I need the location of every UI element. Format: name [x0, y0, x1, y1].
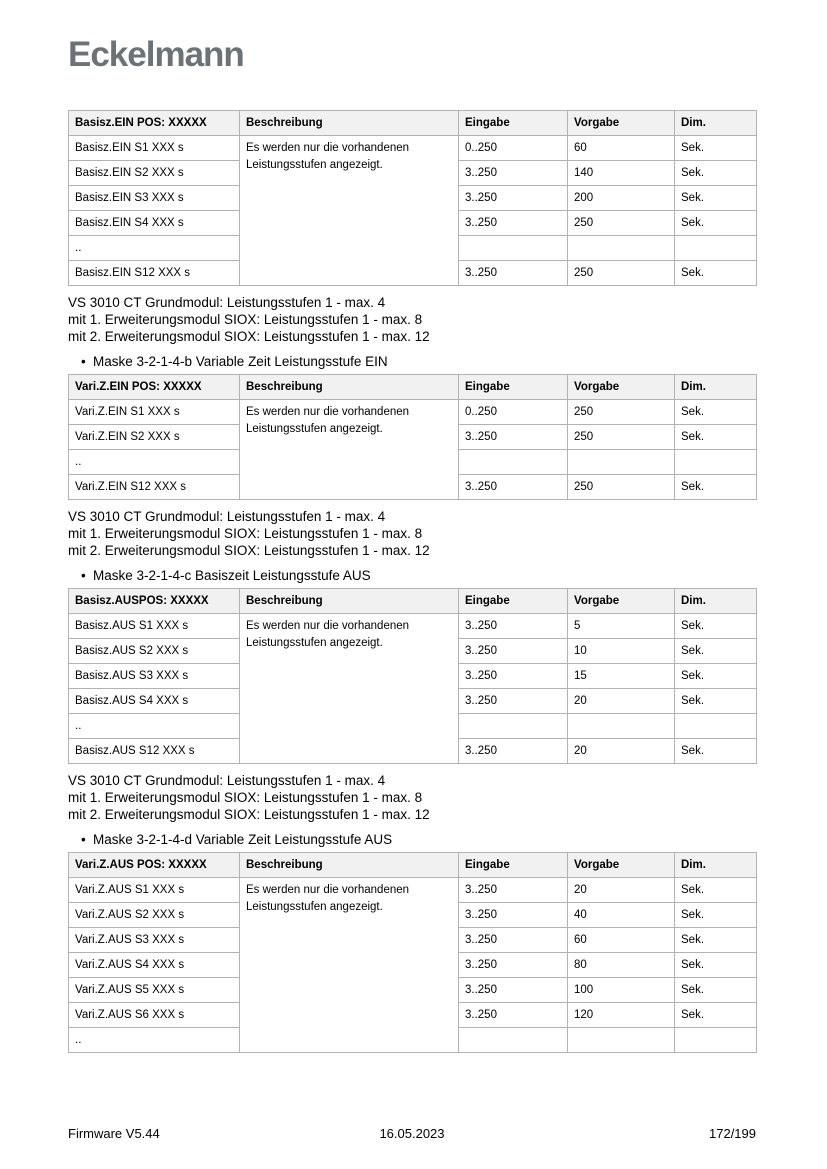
- mask-bullet: • Maske 3-2-1-4-d Variable Zeit Leistungsstufe AUS: [68, 831, 756, 848]
- dim-cell: Sek.: [675, 878, 757, 903]
- header-cell-dim: Dim.: [675, 853, 757, 878]
- parameter-table-variz-ein: [68, 374, 757, 500]
- note-line: VS 3010 CT Grundmodul: Leistungsstufen 1 - max. 4: [68, 773, 386, 788]
- vorgabe-cell: 250: [568, 400, 675, 425]
- table-header-row: [69, 589, 757, 614]
- note-line: VS 3010 CT Grundmodul: Leistungsstufen 1 - max. 4: [68, 295, 386, 310]
- param-cell: Basisz.EIN S1 XXX s: [69, 136, 240, 161]
- eingabe-cell: 3..250: [459, 903, 568, 928]
- dim-cell: Sek.: [675, 211, 757, 236]
- note-line: mit 1. Erweiterungsmodul SIOX: Leistungsstufen 1 - max. 8: [68, 312, 423, 327]
- header-cell-param: Vari.Z.AUS POS: XXXXX: [69, 853, 240, 878]
- table-row: [69, 614, 757, 639]
- eingabe-cell: 0..250: [459, 136, 568, 161]
- parameter-table-basisz-aus: [68, 588, 757, 764]
- eingabe-cell: 3..250: [459, 475, 568, 500]
- eingabe-cell: 3..250: [459, 186, 568, 211]
- dim-cell: Sek.: [675, 475, 757, 500]
- header-cell-dim: Dim.: [675, 375, 757, 400]
- footer-page-number: 172/199: [709, 1126, 756, 1141]
- table-header-row: [69, 375, 757, 400]
- dim-cell: [675, 450, 757, 475]
- header-cell-vorgabe: Vorgabe: [568, 111, 675, 136]
- vorgabe-cell: 200: [568, 186, 675, 211]
- dim-cell: Sek.: [675, 186, 757, 211]
- vorgabe-cell: 80: [568, 953, 675, 978]
- dim-cell: [675, 236, 757, 261]
- header-cell-param: Basisz.AUSPOS: XXXXX: [69, 589, 240, 614]
- dim-cell: [675, 714, 757, 739]
- header-cell-eingabe: Eingabe: [459, 375, 568, 400]
- param-cell: Vari.Z.EIN S12 XXX s: [69, 475, 240, 500]
- footer-firmware-version: Firmware V5.44: [68, 1126, 160, 1141]
- vorgabe-cell: 140: [568, 161, 675, 186]
- eingabe-cell: 3..250: [459, 689, 568, 714]
- param-cell: Basisz.AUS S4 XXX s: [69, 689, 240, 714]
- header-cell-eingabe: Eingabe: [459, 853, 568, 878]
- eingabe-cell: 3..250: [459, 211, 568, 236]
- dim-cell: Sek.: [675, 614, 757, 639]
- header-cell-vorgabe: Vorgabe: [568, 589, 675, 614]
- note-line: mit 1. Erweiterungsmodul SIOX: Leistungsstufen 1 - max. 8: [68, 526, 423, 541]
- vorgabe-cell: 120: [568, 1003, 675, 1028]
- mask-bullet: • Maske 3-2-1-4-c Basiszeit Leistungsstufe AUS: [68, 567, 756, 584]
- dim-cell: Sek.: [675, 1003, 757, 1028]
- module-notes: [68, 772, 756, 823]
- vorgabe-cell: [568, 450, 675, 475]
- vorgabe-cell: 10: [568, 639, 675, 664]
- parameter-table-basisz-ein: [68, 110, 757, 286]
- vorgabe-cell: 250: [568, 475, 675, 500]
- vorgabe-cell: [568, 714, 675, 739]
- footer-date: 16.05.2023: [379, 1126, 445, 1141]
- header-cell-dim: Dim.: [675, 111, 757, 136]
- eingabe-cell: 3..250: [459, 614, 568, 639]
- parameter-table-variz-aus: [68, 852, 757, 1053]
- eingabe-cell: [459, 1028, 568, 1053]
- param-cell: ..: [69, 1028, 240, 1053]
- param-cell: Basisz.AUS S12 XXX s: [69, 739, 240, 764]
- param-cell: Basisz.EIN S4 XXX s: [69, 211, 240, 236]
- eingabe-cell: 3..250: [459, 664, 568, 689]
- table-header-row: [69, 853, 757, 878]
- dim-cell: Sek.: [675, 425, 757, 450]
- table-header-row: [69, 111, 757, 136]
- vorgabe-cell: 20: [568, 739, 675, 764]
- eingabe-cell: 3..250: [459, 878, 568, 903]
- table-row: [69, 400, 757, 425]
- vorgabe-cell: 20: [568, 689, 675, 714]
- vorgabe-cell: 60: [568, 136, 675, 161]
- vorgabe-cell: 20: [568, 878, 675, 903]
- dim-cell: Sek.: [675, 928, 757, 953]
- table-row: [69, 136, 757, 161]
- header-cell-desc: Beschreibung: [240, 589, 459, 614]
- note-line: mit 1. Erweiterungsmodul SIOX: Leistungsstufen 1 - max. 8: [68, 790, 423, 805]
- param-cell: Vari.Z.AUS S6 XXX s: [69, 1003, 240, 1028]
- module-notes: [68, 294, 756, 345]
- note-line: VS 3010 CT Grundmodul: Leistungsstufen 1 - max. 4: [68, 509, 386, 524]
- param-cell: Vari.Z.AUS S1 XXX s: [69, 878, 240, 903]
- table-row: [69, 878, 757, 903]
- note-line: mit 2. Erweiterungsmodul SIOX: Leistungsstufen 1 - max. 12: [68, 807, 430, 822]
- eckelmann-logo: Eckelmann: [68, 35, 244, 74]
- eingabe-cell: 3..250: [459, 928, 568, 953]
- param-cell: Basisz.EIN S2 XXX s: [69, 161, 240, 186]
- dim-cell: [675, 1028, 757, 1053]
- header-cell-desc: Beschreibung: [240, 853, 459, 878]
- vorgabe-cell: 100: [568, 978, 675, 1003]
- dim-cell: Sek.: [675, 639, 757, 664]
- param-cell: Basisz.EIN S3 XXX s: [69, 186, 240, 211]
- dim-cell: Sek.: [675, 161, 757, 186]
- header-cell-vorgabe: Vorgabe: [568, 375, 675, 400]
- vorgabe-cell: [568, 236, 675, 261]
- header-cell-vorgabe: Vorgabe: [568, 853, 675, 878]
- dim-cell: Sek.: [675, 136, 757, 161]
- eingabe-cell: 3..250: [459, 739, 568, 764]
- header-cell-eingabe: Eingabe: [459, 111, 568, 136]
- page-footer: [68, 1126, 756, 1141]
- param-cell: Vari.Z.AUS S2 XXX s: [69, 903, 240, 928]
- note-line: mit 2. Erweiterungsmodul SIOX: Leistungsstufen 1 - max. 12: [68, 543, 430, 558]
- header-cell-eingabe: Eingabe: [459, 589, 568, 614]
- eingabe-cell: [459, 714, 568, 739]
- note-line: mit 2. Erweiterungsmodul SIOX: Leistungsstufen 1 - max. 12: [68, 329, 430, 344]
- param-cell: Basisz.AUS S3 XXX s: [69, 664, 240, 689]
- eingabe-cell: 3..250: [459, 261, 568, 286]
- module-notes: [68, 508, 756, 559]
- param-cell: ..: [69, 714, 240, 739]
- param-cell: Vari.Z.AUS S3 XXX s: [69, 928, 240, 953]
- param-cell: Basisz.EIN S12 XXX s: [69, 261, 240, 286]
- param-cell: ..: [69, 236, 240, 261]
- param-cell: Basisz.AUS S1 XXX s: [69, 614, 240, 639]
- dim-cell: Sek.: [675, 739, 757, 764]
- eingabe-cell: 3..250: [459, 161, 568, 186]
- dim-cell: Sek.: [675, 689, 757, 714]
- description-cell: Es werden nur die vorhandenen Leistungsstufen angezeigt.: [240, 400, 459, 500]
- vorgabe-cell: 250: [568, 261, 675, 286]
- param-cell: Vari.Z.EIN S1 XXX s: [69, 400, 240, 425]
- vorgabe-cell: 5: [568, 614, 675, 639]
- eingabe-cell: 3..250: [459, 425, 568, 450]
- description-cell: Es werden nur die vorhandenen Leistungsstufen angezeigt.: [240, 878, 459, 1053]
- param-cell: Vari.Z.EIN S2 XXX s: [69, 425, 240, 450]
- eingabe-cell: 3..250: [459, 953, 568, 978]
- dim-cell: Sek.: [675, 903, 757, 928]
- dim-cell: Sek.: [675, 400, 757, 425]
- param-cell: Basisz.AUS S2 XXX s: [69, 639, 240, 664]
- header-cell-desc: Beschreibung: [240, 111, 459, 136]
- param-cell: Vari.Z.AUS S5 XXX s: [69, 978, 240, 1003]
- header-cell-desc: Beschreibung: [240, 375, 459, 400]
- header-cell-dim: Dim.: [675, 589, 757, 614]
- param-cell: ..: [69, 450, 240, 475]
- vorgabe-cell: 250: [568, 211, 675, 236]
- vorgabe-cell: 60: [568, 928, 675, 953]
- vorgabe-cell: 40: [568, 903, 675, 928]
- eingabe-cell: [459, 450, 568, 475]
- vorgabe-cell: [568, 1028, 675, 1053]
- param-cell: Vari.Z.AUS S4 XXX s: [69, 953, 240, 978]
- eingabe-cell: [459, 236, 568, 261]
- description-cell: Es werden nur die vorhandenen Leistungsstufen angezeigt.: [240, 614, 459, 764]
- eingabe-cell: 3..250: [459, 1003, 568, 1028]
- header-cell-param: Basisz.EIN POS: XXXXX: [69, 111, 240, 136]
- dim-cell: Sek.: [675, 664, 757, 689]
- vorgabe-cell: 15: [568, 664, 675, 689]
- dim-cell: Sek.: [675, 978, 757, 1003]
- dim-cell: Sek.: [675, 261, 757, 286]
- header-cell-param: Vari.Z.EIN POS: XXXXX: [69, 375, 240, 400]
- document-page: [68, 0, 756, 1053]
- vorgabe-cell: 250: [568, 425, 675, 450]
- eingabe-cell: 3..250: [459, 639, 568, 664]
- mask-bullet: • Maske 3-2-1-4-b Variable Zeit Leistungsstufe EIN: [68, 353, 756, 370]
- eingabe-cell: 3..250: [459, 978, 568, 1003]
- dim-cell: Sek.: [675, 953, 757, 978]
- eingabe-cell: 0..250: [459, 400, 568, 425]
- description-cell: Es werden nur die vorhandenen Leistungsstufen angezeigt.: [240, 136, 459, 286]
